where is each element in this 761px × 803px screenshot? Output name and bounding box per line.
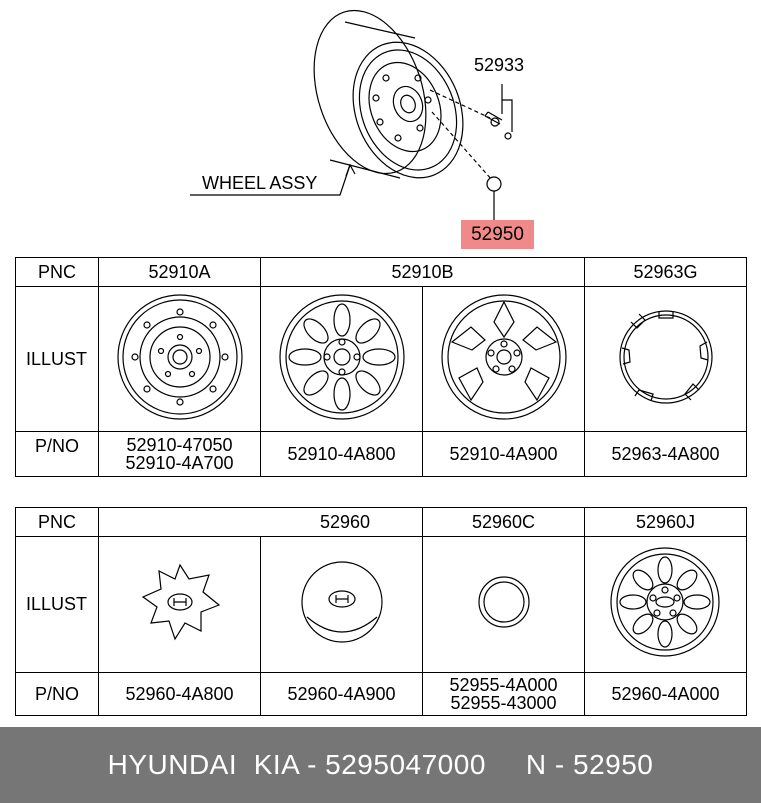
pnc-cell: 52910B (261, 258, 585, 287)
alloy-wheel-icon (439, 292, 569, 422)
part-number: 52960-4A900 (287, 683, 396, 704)
part-number-cell (99, 432, 261, 477)
part-number: 52910-47050 (126, 435, 233, 455)
part-number: 52910-4A900 (449, 443, 558, 464)
alloy-wheel-icon (277, 292, 407, 422)
row-label-illust: ILLUST (16, 537, 99, 673)
illust-round-cap (261, 537, 423, 673)
wheel-assembly-drawing (0, 0, 761, 255)
part-number-cell (423, 432, 585, 477)
part-number-cell (585, 673, 747, 716)
part-number: 52910-4A700 (125, 453, 234, 473)
illust-star-cap (99, 537, 261, 673)
part-number: 52960-4A000 (611, 683, 720, 704)
illust-small-cap (423, 537, 585, 673)
wheel-assy-label: WHEEL ASSY (202, 173, 318, 193)
footer-ref: N - 52950 (525, 749, 654, 780)
pnc-cell: 52910A (99, 258, 261, 287)
part-number: 52963-4A800 (611, 443, 720, 464)
small-cap-icon (474, 572, 534, 632)
illust-steel-wheel (99, 287, 261, 432)
center-cap-icon (487, 177, 501, 191)
pnc-cell: 52960C (423, 508, 585, 537)
row-label-pno: P/NO (16, 673, 99, 716)
footer-banner (0, 727, 761, 803)
parts-table-1 (15, 257, 747, 477)
callout-52933: 52933 (474, 55, 525, 75)
part-number-cell (261, 673, 423, 716)
part-number: 52960-4A800 (125, 683, 234, 704)
part-number: 52955-43000 (450, 693, 557, 713)
round-hub-cap-icon (297, 557, 387, 647)
illust-alloy-wheel-b (423, 287, 585, 432)
part-number-cell (261, 432, 423, 477)
illust-wheel-ring (585, 287, 747, 432)
pnc-cell: 52963G (585, 258, 747, 287)
callout-52950-highlight: 52950 (461, 220, 534, 249)
part-number: 52955-4A000 (449, 675, 558, 695)
star-hub-cap-icon (135, 557, 225, 647)
footer-brand-part: HYUNDAI KIA - 5295047000 (107, 749, 486, 780)
illust-full-cover (585, 537, 747, 673)
part-number-cell (585, 432, 747, 477)
pnc-cell: 52960 (99, 508, 423, 537)
row-label-pnc: PNC (16, 258, 99, 287)
part-number-cell (99, 673, 261, 716)
part-number-cell (423, 673, 585, 716)
row-label-illust: ILLUST (16, 287, 99, 432)
pnc-cell: 52960J (585, 508, 747, 537)
part-number: 52910-4A800 (287, 443, 396, 464)
row-label-pnc: PNC (16, 508, 99, 537)
row-label-pno: P/NO (16, 432, 99, 477)
ring-clip-icon (611, 302, 721, 412)
full-wheel-cover-icon (608, 545, 723, 660)
illust-alloy-wheel-a (261, 287, 423, 432)
parts-table-2 (15, 507, 747, 716)
steel-wheel-icon (115, 292, 245, 422)
